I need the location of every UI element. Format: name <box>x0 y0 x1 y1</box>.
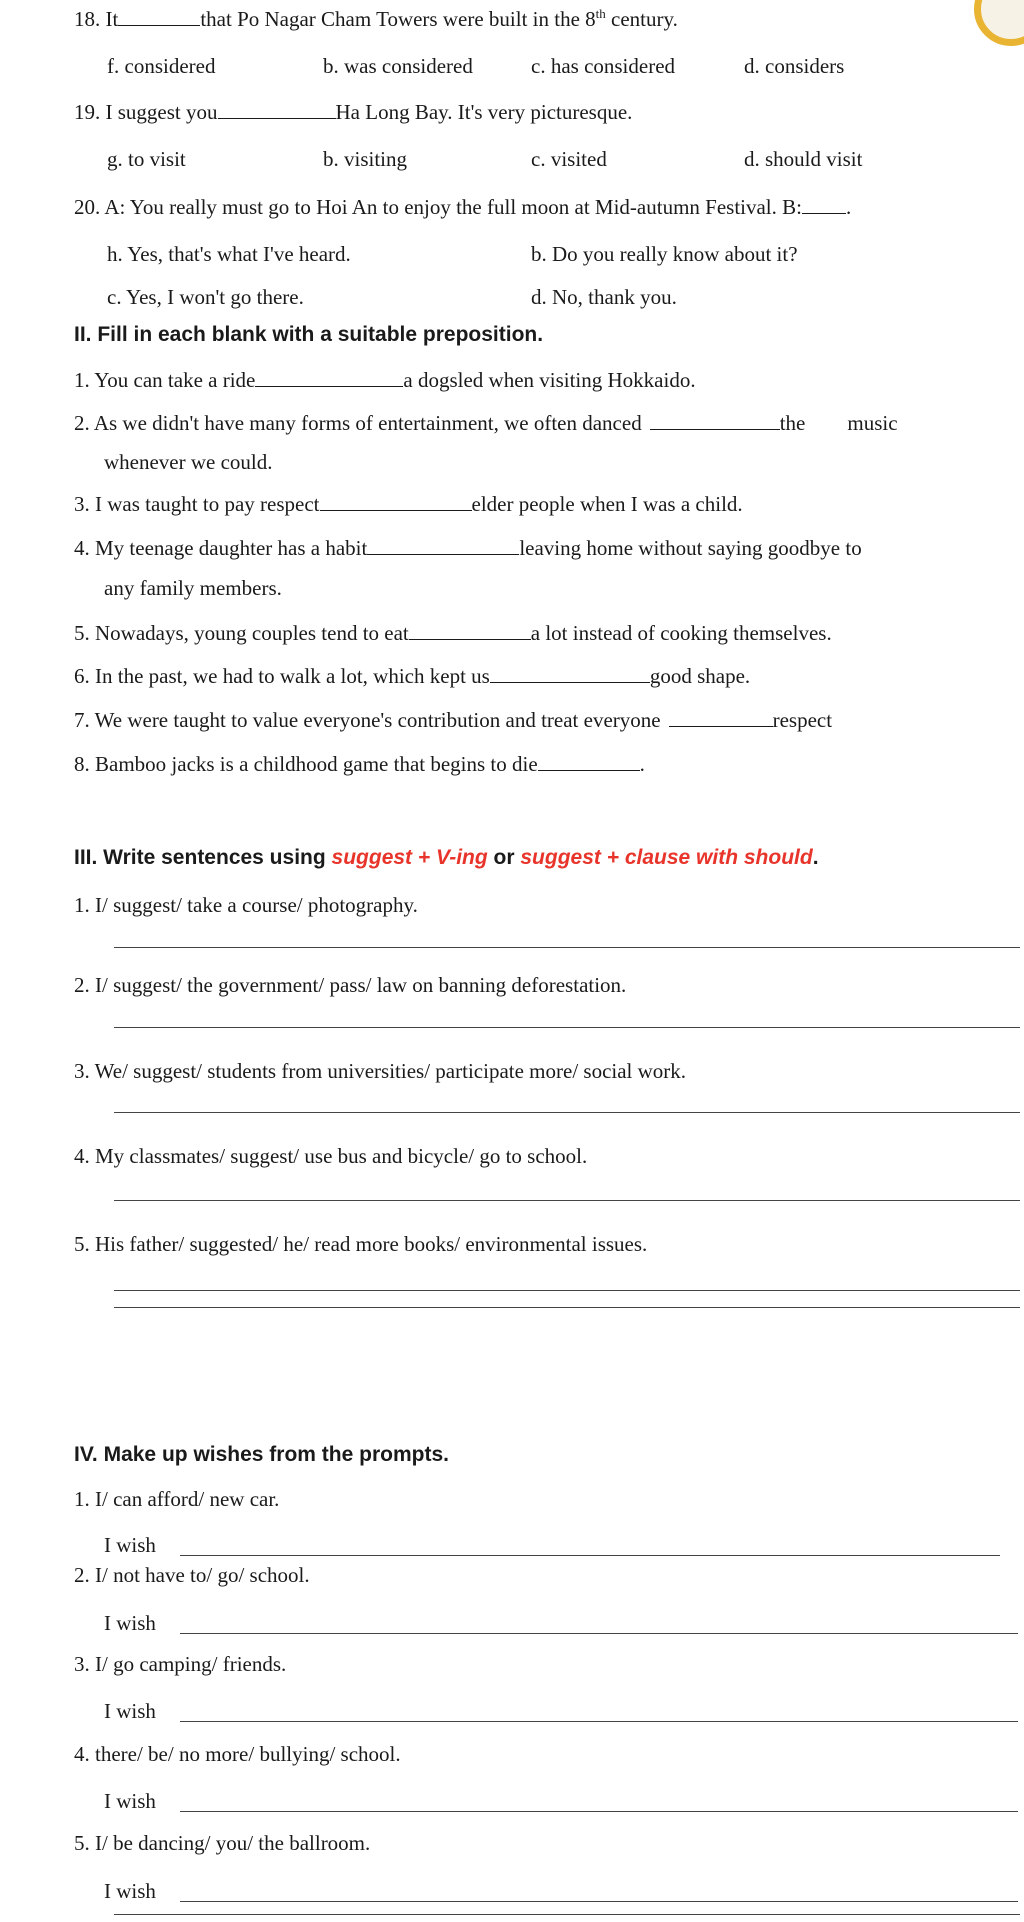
option-20a[interactable]: h. Yes, that's what I've heard. <box>107 242 351 266</box>
option-20b[interactable]: b. Do you really know about it? <box>531 242 798 266</box>
option-18c[interactable]: c. has considered <box>531 54 676 78</box>
answer-blank[interactable] <box>367 535 519 555</box>
answer-blank[interactable] <box>490 663 650 683</box>
answer-blank[interactable] <box>218 99 336 119</box>
wish-item-2: 2. I/ not have to/ go/ school. <box>74 1563 310 1587</box>
option-20c[interactable]: c. Yes, I won't go there. <box>107 285 304 309</box>
preposition-item-8: 8. Bamboo jacks is a childhood game that begins to die . <box>74 752 645 776</box>
preposition-item-7: 7. We were taught to value everyone's contribution and treat everyone respect <box>74 708 833 732</box>
answer-line[interactable] <box>180 1721 1018 1722</box>
question-18: 18. It that Po Nagar Cham Towers were built in the 8th century. <box>74 6 678 31</box>
wish-label: I wish <box>104 1789 156 1813</box>
wish-label: I wish <box>104 1879 156 1903</box>
answer-line[interactable] <box>114 1112 1020 1113</box>
answer-line[interactable] <box>180 1633 1018 1634</box>
answer-line[interactable] <box>180 1555 1000 1556</box>
answer-line[interactable] <box>180 1901 1018 1902</box>
wish-item-4: 4. there/ be/ no more/ bullying/ school. <box>74 1742 401 1766</box>
option-19c[interactable]: c. visited <box>531 147 607 171</box>
question-20: 20. A: You really must go to Hoi An to enjoy the full moon at Mid-autumn Festival. B: . <box>74 195 852 219</box>
option-19b[interactable]: b. visiting <box>323 147 408 171</box>
option-20d[interactable]: d. No, thank you. <box>531 285 677 309</box>
suggest-item-3: 3. We/ suggest/ students from universities/ participate more/ social work. <box>74 1059 687 1083</box>
section-3-heading: III. Write sentences using suggest + V-ing or suggest + clause with should. <box>74 846 819 869</box>
wish-label: I wish <box>104 1611 156 1635</box>
preposition-item-4-cont: any family members. <box>104 576 282 600</box>
section-4-heading: IV. Make up wishes from the prompts. <box>74 1443 449 1466</box>
answer-blank[interactable] <box>320 491 472 511</box>
answer-blank[interactable] <box>669 707 773 727</box>
wish-label: I wish <box>104 1533 156 1557</box>
answer-line[interactable] <box>114 947 1020 948</box>
option-19a[interactable]: g. to visit <box>107 147 186 171</box>
suggest-item-1: 1. I/ suggest/ take a course/ photography. <box>74 893 418 917</box>
option-18d[interactable]: d. considers <box>744 54 845 78</box>
preposition-item-2: 2. As we didn't have many forms of entertainment, we often danced the music <box>74 411 898 435</box>
preposition-item-1: 1. You can take a ride a dogsled when visiting Hokkaido. <box>74 368 696 392</box>
preposition-item-2-cont: whenever we could. <box>104 450 273 474</box>
answer-blank[interactable] <box>650 410 780 430</box>
answer-blank[interactable] <box>255 367 403 387</box>
wish-item-1: 1. I/ can afford/ new car. <box>74 1487 280 1511</box>
answer-blank[interactable] <box>802 194 846 214</box>
answer-line[interactable] <box>114 1914 1020 1915</box>
wish-item-3: 3. I/ go camping/ friends. <box>74 1652 287 1676</box>
suggest-item-5: 5. His father/ suggested/ he/ read more books/ environmental issues. <box>74 1232 648 1256</box>
option-19d[interactable]: d. should visit <box>744 147 863 171</box>
answer-line[interactable] <box>114 1307 1020 1308</box>
answer-blank[interactable] <box>538 751 640 771</box>
preposition-item-4: 4. My teenage daughter has a habit leaving home without saying goodbye to <box>74 536 862 560</box>
preposition-item-6: 6. In the past, we had to walk a lot, which kept us good shape. <box>74 664 751 688</box>
answer-line[interactable] <box>114 1027 1020 1028</box>
suggest-item-4: 4. My classmates/ suggest/ use bus and bicycle/ go to school. <box>74 1144 588 1168</box>
option-18a[interactable]: f. considered <box>107 54 216 78</box>
preposition-item-5: 5. Nowadays, young couples tend to eat a lot instead of cooking themselves. <box>74 621 832 645</box>
wish-item-5: 5. I/ be dancing/ you/ the ballroom. <box>74 1831 371 1855</box>
question-19: 19. I suggest you Ha Long Bay. It's very picturesque. <box>74 100 633 124</box>
section-2-heading: II. Fill in each blank with a suitable preposition. <box>74 323 544 346</box>
preposition-item-3: 3. I was taught to pay respect elder people when I was a child. <box>74 492 743 516</box>
option-18b[interactable]: b. was considered <box>323 54 473 78</box>
answer-blank[interactable] <box>409 620 531 640</box>
answer-line[interactable] <box>114 1290 1020 1291</box>
corner-decoration <box>974 0 1024 46</box>
answer-line[interactable] <box>180 1811 1018 1812</box>
wish-label: I wish <box>104 1699 156 1723</box>
answer-line[interactable] <box>114 1200 1020 1201</box>
answer-blank[interactable] <box>118 6 200 26</box>
suggest-item-2: 2. I/ suggest/ the government/ pass/ law on banning deforestation. <box>74 973 627 997</box>
